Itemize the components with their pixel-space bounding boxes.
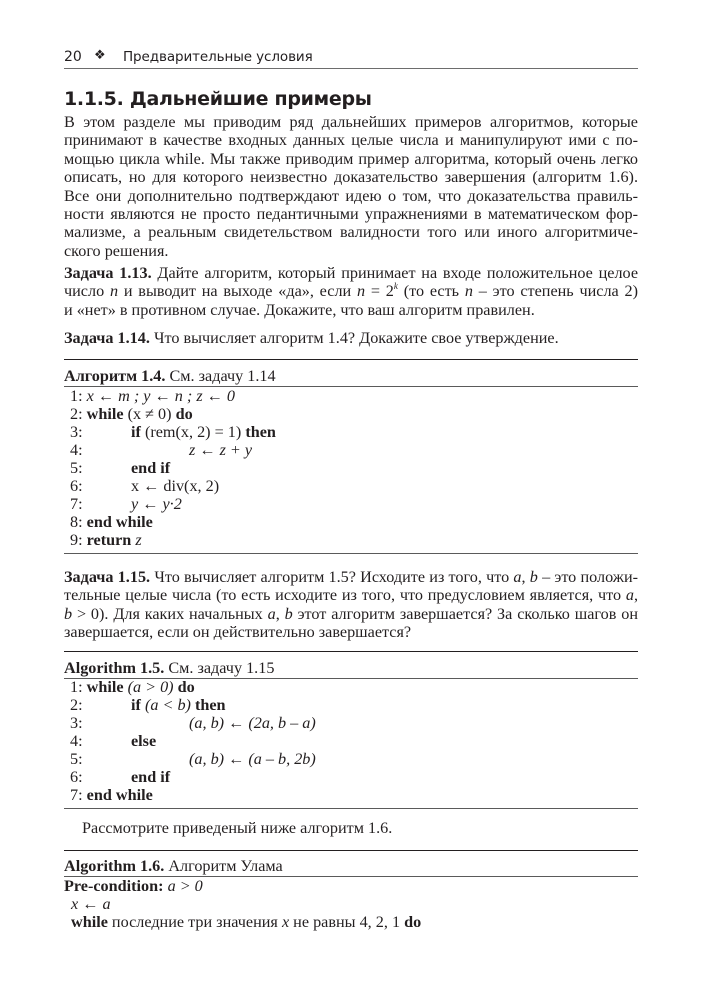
header-rule [64, 68, 638, 69]
task-text: – это положи- [537, 568, 639, 586]
algorithm-line [70, 405, 193, 424]
task-label: Задача 1.14. [64, 329, 150, 347]
var-a: a [625, 586, 634, 605]
intro-line: описать, но для которого неизвестно доказательство завершения (алгоритм 1.6). [64, 168, 638, 187]
algorithm-line [71, 895, 111, 914]
task-text: – это степень числа 2) [472, 282, 639, 301]
algorithm-line-body [131, 732, 156, 751]
line-number: 4: [70, 441, 83, 459]
algorithm-1-4-bottom-rule [64, 553, 638, 554]
task-text: число [64, 282, 110, 301]
line-number: 2: [70, 696, 83, 714]
var-n: n [357, 282, 366, 301]
line-number: 4: [70, 732, 83, 750]
algorithm-line [70, 423, 83, 442]
algorithm-label: Алгоритм 1.4. [64, 367, 166, 385]
intro-paragraph [64, 113, 638, 260]
line-number: 9: [70, 531, 83, 549]
task-text: (то есть [397, 282, 465, 301]
task-text: > 0). Для каких начальных [72, 604, 268, 623]
keyword: else [131, 732, 157, 750]
algorithm-line-body [131, 423, 276, 442]
chapter-title: Предварительные условия [123, 49, 313, 65]
intro-line: Все они дополнительно подтверждают идею о том, что доказательства правиль- [64, 186, 638, 205]
algorithm-line [70, 786, 153, 805]
intro-line: В этом разделе мы приводим ряд дальнейших примеров алгоритмов, которые [64, 113, 638, 131]
intro-line: ности являются не просто педантичными упражнениями в математическом фор- [64, 205, 638, 224]
algorithm-1-4-title [64, 367, 276, 386]
task-text: Дайте алгоритм, который принимает на входе положительное целое [157, 264, 638, 282]
task-text: завершается, если он действительно завершается? [64, 623, 412, 642]
keyword: then [194, 696, 226, 714]
task-text: этот алгоритм завершается? За сколько шагов он [292, 604, 638, 623]
var-n: n [109, 282, 119, 301]
algorithm-line-body [131, 768, 170, 787]
algorithm-line-body [189, 750, 316, 769]
intro-line: принимают в качестве входных данных целые числа и манипулируют ими с по- [64, 131, 638, 150]
algorithm-line [70, 750, 83, 769]
keyword: end while [86, 513, 153, 531]
line-number: 6: [70, 768, 83, 786]
keyword: Pre-condition: [64, 877, 164, 895]
code: z ← z + y [189, 441, 253, 459]
keyword: do [404, 913, 422, 931]
algorithm-line [70, 387, 235, 406]
var-x: x [281, 913, 290, 931]
code: y ← y·2 [131, 495, 182, 513]
algorithm-1-5-title [64, 659, 274, 678]
task-label: Задача 1.15. [64, 568, 151, 586]
keyword: return [86, 531, 132, 549]
algorithm-line-body [131, 696, 226, 715]
algorithm-label: Algorithm 1.6. [64, 857, 165, 875]
code: (a < b) [140, 696, 195, 714]
code: (a, b) ← (2a, b – a) [189, 714, 316, 732]
task-1-14 [64, 329, 638, 347]
line-number: 7: [70, 786, 83, 804]
keyword: end if [131, 768, 171, 786]
task-1-15 [64, 568, 638, 642]
task-text: = 2 [365, 282, 394, 301]
algorithm-line [70, 531, 142, 550]
code: a > 0 [167, 877, 203, 895]
line-number: 5: [70, 459, 83, 477]
keyword: if [131, 423, 141, 441]
code: x ← m ; y ← n ; z ← 0 [86, 387, 235, 405]
ornament-icon: ❖ [94, 48, 106, 63]
intro-line: мализме, а реальным свидетельством валидности того или иного алгоритмиче- [64, 223, 638, 242]
line-number: 3: [70, 423, 83, 441]
task-text: тельные целые числа (то есть исходите из того, что предусловием является, что [64, 586, 626, 605]
exponent-k: k [393, 281, 398, 292]
keyword: while [86, 405, 124, 423]
code: z [131, 531, 142, 549]
algorithm-line [70, 441, 83, 460]
var-a: a [513, 568, 522, 586]
line-number: 5: [70, 750, 83, 768]
algorithm-line [70, 732, 83, 751]
keyword: if [131, 696, 141, 714]
algorithm-line [70, 459, 83, 478]
algorithm-line-body [189, 714, 316, 733]
code: (a, b) ← (a – b, 2b) [189, 750, 316, 768]
algorithm-line [70, 714, 83, 733]
algorithm-line [70, 696, 83, 715]
algorithm-caption: См. задачу 1.15 [168, 659, 275, 677]
line-number: 3: [70, 714, 83, 732]
code: последние три значения [107, 913, 282, 931]
keyword: end while [86, 786, 153, 804]
running-head [64, 47, 638, 69]
algorithm-line-body [189, 441, 252, 460]
algorithm-line-body [131, 477, 219, 496]
code: (x ≠ 0) [123, 405, 176, 423]
task-1-13 [64, 264, 638, 319]
algorithm-line [70, 678, 195, 697]
code: (rem(x, 2) = 1) [140, 423, 246, 441]
var-b: b [64, 604, 73, 623]
task-label: Задача 1.13. [64, 264, 152, 282]
line-number: 2: [70, 405, 83, 423]
task-text: и «нет» в противном случае. Докажите, что ваш алгоритм правилен. [64, 300, 535, 319]
task-text: , [275, 604, 285, 623]
algorithm-1-6-title [64, 857, 283, 876]
keyword: while [71, 913, 108, 931]
line-number: 1: [70, 387, 83, 405]
task-text: Что вычисляет алгоритм 1.5? Исходите из того, что [154, 568, 514, 586]
algorithm-line [70, 768, 83, 787]
code: x ← a [71, 895, 111, 913]
algorithm-caption: Алгоритм Улама [168, 857, 283, 875]
var-a: a [267, 604, 276, 623]
intro-line: мощью цикла while. Мы также приводим пример алгоритма, который очень легко [64, 149, 638, 168]
algorithm-caption: См. задачу 1.14 [169, 367, 276, 385]
task-text: Что вычисляет алгоритм 1.4? Докажите свое утверждение. [153, 329, 559, 347]
page-number: 20 [64, 49, 82, 65]
keyword: while [86, 678, 124, 696]
var-b: b [529, 568, 538, 586]
line-number: 6: [70, 477, 83, 495]
algorithm-line-body [131, 495, 182, 514]
algorithm-1-5-top-rule [64, 651, 638, 652]
algorithm-line [70, 513, 153, 532]
task-text: , [633, 586, 638, 605]
line-number: 7: [70, 495, 83, 513]
code: не равны 4, 2, 1 [289, 913, 405, 931]
task-text: , [521, 568, 530, 586]
algorithm-1-5-bottom-rule [64, 808, 638, 809]
code: x ← div(x, 2) [131, 477, 220, 495]
var-n: n [464, 282, 473, 301]
precondition-line [64, 877, 203, 896]
code: (a > 0) [123, 678, 178, 696]
consider-paragraph: Рассмотрите приведеный ниже алгоритм 1.6. [82, 819, 393, 837]
keyword: do [177, 678, 195, 696]
algorithm-line [70, 477, 83, 496]
algorithm-1-6-top-rule [64, 850, 638, 851]
section-heading: 1.1.5. Дальнейшие примеры [64, 88, 372, 110]
keyword: end if [131, 459, 171, 477]
algorithm-1-4-top-rule [64, 359, 638, 360]
intro-line: ского решения. [64, 241, 169, 260]
var-b: b [284, 604, 293, 623]
algorithm-line [70, 495, 83, 514]
algorithm-label: Algorithm 1.5. [64, 659, 165, 677]
algorithm-line-body [131, 459, 170, 478]
keyword: do [175, 405, 193, 423]
line-number: 8: [70, 513, 83, 531]
task-text: и выводит на выходе «да», если [118, 282, 357, 301]
algorithm-line [71, 913, 421, 932]
line-number: 1: [70, 678, 83, 696]
keyword: then [245, 423, 276, 441]
